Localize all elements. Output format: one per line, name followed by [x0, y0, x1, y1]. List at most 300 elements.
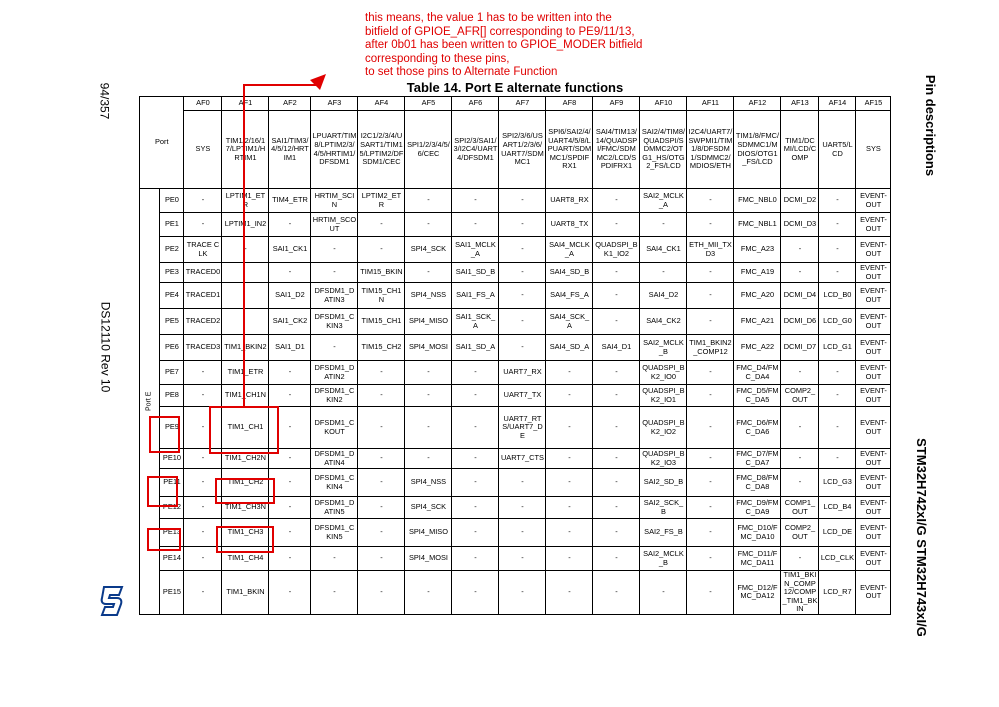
af-cell: TIM15_CH1	[358, 309, 405, 335]
af-cell: TIM15_CH2	[358, 335, 405, 361]
af-cell: -	[405, 189, 452, 213]
af-cell: EVENT-OUT	[856, 335, 891, 361]
annotation-line: bitfield of GPIOE_AFR[] corresponding to PE9/11/13,	[365, 25, 635, 38]
af-cell: TIM1_CH2	[222, 469, 269, 497]
af-cell: -	[452, 547, 499, 571]
af-cell: SAI4_SD_B	[546, 263, 593, 283]
af-cell: -	[184, 547, 222, 571]
af-cell: SAI4_D1	[593, 335, 640, 361]
af-cell: TIM1_CH1	[222, 407, 269, 449]
af-cell: -	[269, 385, 311, 407]
af-cell: -	[358, 469, 405, 497]
part-title: STM32H742xI/G STM32H743xI/G	[913, 438, 929, 637]
af-cell: EVENT-OUT	[856, 497, 891, 519]
af-cell: TRACED1	[184, 283, 222, 309]
af-cell: SAI2_MCLK_B	[640, 547, 687, 571]
af-cell: COMP2_OUT	[781, 519, 819, 547]
af-cell: TIM1_BKIN2	[222, 335, 269, 361]
af-cell: -	[687, 309, 734, 335]
af-cell: -	[546, 571, 593, 615]
doc-revision: DS12110 Rev 10	[98, 301, 113, 393]
af-cell: COMP2_OUT	[781, 385, 819, 407]
af-cell: -	[687, 213, 734, 237]
af-cell: UART7_RX	[499, 361, 546, 385]
af-cell: -	[593, 571, 640, 615]
af-cell: SAI1_D2	[269, 283, 311, 309]
af-cell: FMC_A20	[734, 283, 781, 309]
pin-cell: PE1	[160, 213, 184, 237]
af-cell: -	[819, 449, 856, 469]
af-cell: -	[687, 283, 734, 309]
af-cell: DFSDM1_DATIN3	[311, 283, 358, 309]
af-cell: -	[593, 469, 640, 497]
af-cell: UART7_TX	[499, 385, 546, 407]
af-cell: -	[546, 385, 593, 407]
af-cell: UART7_RTS/UART7_DE	[499, 407, 546, 449]
pin-cell: PE4	[160, 283, 184, 309]
af-cell: -	[546, 519, 593, 547]
af-cell: -	[358, 519, 405, 547]
af-cell: TIM1_BKIN	[222, 571, 269, 615]
af-cell: SAI1_FS_A	[452, 283, 499, 309]
port-side-label: Port E	[145, 391, 153, 412]
af-cell: SAI1_CK2	[269, 309, 311, 335]
af-cell: -	[452, 449, 499, 469]
af-cell: -	[546, 547, 593, 571]
af-header-10: AF10	[640, 97, 687, 111]
af-cell: FMC_A21	[734, 309, 781, 335]
af-header-13: AF13	[781, 97, 819, 111]
af-cell: -	[819, 361, 856, 385]
af-cell: LCD_DE	[819, 519, 856, 547]
af-cell: SPI4_NSS	[405, 283, 452, 309]
af-group-7: SPI2/3/6/USART1/2/3/6/UART7/SDMMC1	[499, 111, 546, 189]
af-cell: QUADSPI_BK1_IO2	[593, 237, 640, 263]
af-cell: QUADSPI_BK2_IO2	[640, 407, 687, 449]
af-cell: LCD_G3	[819, 469, 856, 497]
annotation-line: to set those pins to Alternate Function	[365, 66, 558, 79]
af-cell: LCD_B4	[819, 497, 856, 519]
af-group-4: I2C1/2/3/4/USART1/TIM15/LPTIM2/DFSDM1/CEC	[358, 111, 405, 189]
pin-cell: PE6	[160, 335, 184, 361]
af-cell: -	[184, 213, 222, 237]
af-group-3: LPUART/TIM8/LPTIM2/3/4/5/HRTIM1/DFSDM1	[311, 111, 358, 189]
af-cell: -	[358, 497, 405, 519]
port-header: Port	[140, 97, 184, 189]
af-cell: -	[687, 547, 734, 571]
af-cell: LCD_G1	[819, 335, 856, 361]
af-group-9: SAI4/TIM13/14/QUADSPI/FMC/SDMMC2/LCD/SPDIFRX1	[593, 111, 640, 189]
pin-cell: PE7	[160, 361, 184, 385]
af-cell: FMC_A22	[734, 335, 781, 361]
af-header-11: AF11	[687, 97, 734, 111]
af-cell: -	[358, 385, 405, 407]
af-cell: -	[640, 571, 687, 615]
af-cell: SAI2_SCK_B	[640, 497, 687, 519]
af-cell: SAI2_FS_B	[640, 519, 687, 547]
af-cell: -	[640, 263, 687, 283]
af-cell: -	[184, 189, 222, 213]
af-cell: SAI4_CK2	[640, 309, 687, 335]
af-cell: -	[269, 469, 311, 497]
af-cell: DCMI_D6	[781, 309, 819, 335]
table-title: Table 14. Port E alternate functions	[406, 80, 624, 95]
af-cell: DCMI_D7	[781, 335, 819, 361]
af-cell: FMC_A23	[734, 237, 781, 263]
af-cell: LCD_G0	[819, 309, 856, 335]
af-cell: ETH_MII_TXD3	[687, 237, 734, 263]
af-cell: EVENT-OUT	[856, 189, 891, 213]
af-cell: -	[184, 571, 222, 615]
af-cell: QUADSPI_BK2_IO3	[640, 449, 687, 469]
af-cell: UART8_RX	[546, 189, 593, 213]
af-cell: -	[640, 213, 687, 237]
af-cell: -	[687, 449, 734, 469]
af-cell: TIM1_ETR	[222, 361, 269, 385]
af-cell: -	[593, 385, 640, 407]
af-cell: -	[311, 263, 358, 283]
af-cell: -	[546, 469, 593, 497]
af-cell: DCMI_D2	[781, 189, 819, 213]
af-header-7: AF7	[499, 97, 546, 111]
af-cell: SAI1_CK1	[269, 237, 311, 263]
af-cell: -	[593, 263, 640, 283]
af-cell: -	[184, 469, 222, 497]
af-cell: COMP1_OUT	[781, 497, 819, 519]
pin-cell: PE5	[160, 309, 184, 335]
pin-cell: PE12	[160, 497, 184, 519]
af-cell: -	[184, 497, 222, 519]
af-header-6: AF6	[452, 97, 499, 111]
af-group-8: SPI6/SAI2/4/UART4/5/8/LPUART/SDMMC1/SPDIFRX1	[546, 111, 593, 189]
af-cell: DFSDM1_CKIN3	[311, 309, 358, 335]
af-cell: DCMI_D3	[781, 213, 819, 237]
af-cell: TRACED2	[184, 309, 222, 335]
af-cell: LPTIM1_ETR	[222, 189, 269, 213]
af-cell: TIM15_BKIN	[358, 263, 405, 283]
af-cell: -	[452, 469, 499, 497]
af-cell: -	[593, 213, 640, 237]
af-cell: -	[269, 547, 311, 571]
af-cell: SAI4_SD_A	[546, 335, 593, 361]
af-cell: -	[452, 385, 499, 407]
af-group-6: SPI2/3/SAI1/3/I2C4/UART4/DFSDM1	[452, 111, 499, 189]
af-cell: -	[358, 547, 405, 571]
af-cell: DFSDM1_DATIN4	[311, 449, 358, 469]
af-cell: -	[405, 385, 452, 407]
af-header-3: AF3	[311, 97, 358, 111]
af-cell: -	[184, 361, 222, 385]
af-group-2: SAI1/TIM3/4/5/12/HRTIM1	[269, 111, 311, 189]
af-cell: -	[593, 361, 640, 385]
af-cell: EVENT-OUT	[856, 469, 891, 497]
af-cell: -	[184, 449, 222, 469]
af-cell: TIM1_CH3N	[222, 497, 269, 519]
af-cell: -	[819, 237, 856, 263]
af-cell: -	[269, 497, 311, 519]
annotation-line: after 0b01 has been written to GPIOE_MODER bitfield	[365, 39, 643, 52]
af-cell: -	[687, 571, 734, 615]
af-cell: -	[593, 309, 640, 335]
af-cell: -	[546, 449, 593, 469]
af-cell: -	[499, 571, 546, 615]
pin-cell: PE10	[160, 449, 184, 469]
af-cell: SPI4_SCK	[405, 497, 452, 519]
af-group-11: I2C4/UART7/SWPMI1/TIM1/8/DFSDM1/SDMMC2/MDIOS/ETH	[687, 111, 734, 189]
af-cell: SAI4_MCLK_A	[546, 237, 593, 263]
af-cell: SAI2_MCLK_B	[640, 335, 687, 361]
af-cell: -	[269, 449, 311, 469]
af-header-12: AF12	[734, 97, 781, 111]
af-cell: LCD_R7	[819, 571, 856, 615]
af-cell: FMC_NBL1	[734, 213, 781, 237]
af-cell: DFSDM1_DATIN2	[311, 361, 358, 385]
af-cell: FMC_D9/FMC_DA9	[734, 497, 781, 519]
af-cell: -	[405, 407, 452, 449]
af-cell: -	[452, 519, 499, 547]
af-cell: FMC_A19	[734, 263, 781, 283]
af-cell: -	[546, 361, 593, 385]
af-cell: -	[452, 497, 499, 519]
af-cell: EVENT-OUT	[856, 519, 891, 547]
af-cell: -	[269, 263, 311, 283]
af-header-8: AF8	[546, 97, 593, 111]
af-cell: -	[405, 263, 452, 283]
af-cell: -	[687, 263, 734, 283]
af-group-14: UART5/LCD	[819, 111, 856, 189]
af-cell: DFSDM1_CKIN5	[311, 519, 358, 547]
af-cell: SAI4_D2	[640, 283, 687, 309]
af-cell: DFSDM1_CKIN2	[311, 385, 358, 407]
af-cell: -	[593, 449, 640, 469]
af-cell: EVENT-OUT	[856, 213, 891, 237]
af-cell: -	[499, 335, 546, 361]
af-cell: TIM1_CH4	[222, 547, 269, 571]
af-cell: -	[687, 407, 734, 449]
af-cell: FMC_NBL0	[734, 189, 781, 213]
pin-cell: PE2	[160, 237, 184, 263]
af-cell: SAI4_FS_A	[546, 283, 593, 309]
af-cell: EVENT-OUT	[856, 407, 891, 449]
af-cell: -	[358, 361, 405, 385]
af-header-15: AF15	[856, 97, 891, 111]
af-cell: EVENT-OUT	[856, 263, 891, 283]
af-cell: -	[819, 407, 856, 449]
af-group-5: SPI1/2/3/4/5/6/CEC	[405, 111, 452, 189]
af-group-13: TIM1/DCMI/LCD/COMP	[781, 111, 819, 189]
af-cell: TIM1_BKIN2_COMP12	[687, 335, 734, 361]
annotation-line: this means, the value 1 has to be written into the	[365, 12, 612, 24]
af-cell: -	[781, 449, 819, 469]
af-cell: -	[819, 263, 856, 283]
af-cell: -	[819, 213, 856, 237]
af-cell: -	[269, 361, 311, 385]
af-cell: UART7_CTS	[499, 449, 546, 469]
af-cell: SAI1_D1	[269, 335, 311, 361]
af-cell: -	[593, 547, 640, 571]
af-cell: LCD_CLK	[819, 547, 856, 571]
af-cell: FMC_D12/FMC_DA12	[734, 571, 781, 615]
af-cell: -	[269, 407, 311, 449]
af-cell: -	[819, 189, 856, 213]
af-cell: EVENT-OUT	[856, 547, 891, 571]
af-cell: TIM1_BKIN_COMP12/COMP_TIM1_BKIN	[782, 570, 818, 614]
af-cell: FMC_D11/FMC_DA11	[734, 547, 781, 571]
af-cell: -	[269, 571, 311, 615]
af-header-14: AF14	[819, 97, 856, 111]
af-cell: -	[687, 385, 734, 407]
af-cell: -	[593, 497, 640, 519]
af-cell: -	[499, 547, 546, 571]
af-cell: FMC_D10/FMC_DA10	[734, 519, 781, 547]
af-cell: -	[222, 237, 269, 263]
af-cell: -	[499, 497, 546, 519]
af-cell: SAI4_CK1	[640, 237, 687, 263]
af-cell: -	[405, 361, 452, 385]
af-cell: SPI4_SCK	[405, 237, 452, 263]
af-cell: DFSDM1_DATIN5	[311, 497, 358, 519]
af-cell: EVENT-OUT	[856, 449, 891, 469]
af-cell: TIM4_ETR	[269, 189, 311, 213]
af-cell: -	[593, 407, 640, 449]
af-header-4: AF4	[358, 97, 405, 111]
af-cell: EVENT-OUT	[856, 361, 891, 385]
af-cell: EVENT-OUT	[856, 385, 891, 407]
af-cell: SAI2_MCLK_A	[640, 189, 687, 213]
af-cell: TIM1_CH3	[222, 519, 269, 547]
af-cell: FMC_D8/FMC_DA8	[734, 469, 781, 497]
af-cell: SAI1_SCK_A	[452, 309, 499, 335]
af-cell: TRACED0	[184, 263, 222, 283]
af-cell: -	[184, 407, 222, 449]
st-logo-icon	[100, 585, 126, 617]
af-cell: -	[405, 571, 452, 615]
af-cell: -	[311, 571, 358, 615]
af-cell: SAI4_SCK_A	[546, 309, 593, 335]
af-cell: TIM1_CH1N	[222, 385, 269, 407]
af-cell: EVENT-OUT	[856, 283, 891, 309]
af-cell: -	[358, 213, 405, 237]
af-cell: -	[184, 385, 222, 407]
af-cell: HRTIM_SCIN	[311, 189, 358, 213]
af-cell: -	[781, 547, 819, 571]
af-cell: SPI4_NSS	[405, 469, 452, 497]
af-cell: EVENT-OUT	[856, 237, 891, 263]
af-cell: SPI4_MISO	[405, 309, 452, 335]
af-group-10: SAI2/4/TIM8/QUADSPI/SDMMC2/OTG1_HS/OTG2_FS/LCD	[640, 111, 687, 189]
af-cell: FMC_D5/FMC_DA5	[734, 385, 781, 407]
af-header-5: AF5	[405, 97, 452, 111]
af-cell: FMC_D4/FMC_DA4	[734, 361, 781, 385]
af-cell: SPI4_MOSI	[405, 335, 452, 361]
af-cell: TIM1_CH2N	[222, 449, 269, 469]
af-cell: SAI1_SD_A	[452, 335, 499, 361]
section-title: Pin descriptions	[923, 74, 939, 177]
af-group-12: TIM1/8/FMC/SDMMC1/MDIOS/OTG1_FS/LCD	[734, 111, 781, 189]
af-cell: -	[452, 213, 499, 237]
af-cell: -	[358, 237, 405, 263]
af-cell: -	[499, 283, 546, 309]
af-cell: -	[358, 407, 405, 449]
af-cell: DFSDM1_CKOUT	[311, 407, 358, 449]
af-cell: -	[687, 497, 734, 519]
af-cell: -	[781, 407, 819, 449]
af-header-1: AF1	[222, 97, 269, 111]
af-cell: -	[781, 361, 819, 385]
af-cell: -	[546, 407, 593, 449]
af-cell: TRACED3	[184, 335, 222, 361]
af-cell: EVENT-OUT	[856, 309, 891, 335]
af-cell: -	[499, 213, 546, 237]
pin-cell: PE15	[160, 571, 184, 615]
af-cell: DFSDM1_CKIN4	[311, 469, 358, 497]
af-cell: -	[184, 519, 222, 547]
af-cell: SPI4_MOSI	[405, 547, 452, 571]
af-cell: -	[405, 449, 452, 469]
af-cell: FMC_D7/FMC_DA7	[734, 449, 781, 469]
af-cell: -	[819, 385, 856, 407]
af-cell: -	[499, 263, 546, 283]
af-cell: -	[358, 449, 405, 469]
af-cell: EVENT-OUT	[856, 571, 891, 615]
af-cell: -	[269, 519, 311, 547]
af-cell: -	[311, 547, 358, 571]
pin-cell: PE0	[160, 189, 184, 213]
af-cell: HRTIM_SCOUT	[311, 213, 358, 237]
af-header-9: AF9	[593, 97, 640, 111]
af-cell: -	[358, 571, 405, 615]
af-cell: -	[452, 189, 499, 213]
af-cell: -	[452, 361, 499, 385]
af-cell: -	[546, 497, 593, 519]
af-cell: -	[687, 189, 734, 213]
af-cell: TRACE CLK	[184, 237, 222, 263]
af-cell: -	[593, 519, 640, 547]
af-cell: FMC_D6/FMC_DA6	[734, 407, 781, 449]
af-cell: -	[781, 263, 819, 283]
af-group-0: SYS	[184, 111, 222, 189]
pin-cell: PE3	[160, 263, 184, 283]
af-cell: -	[687, 361, 734, 385]
af-group-1: TIM1/2/16/17/LPTIM1/HRTIM1	[222, 111, 269, 189]
af-cell: -	[781, 237, 819, 263]
af-cell: SAI1_MCLK_A	[452, 237, 499, 263]
pin-cell: PE13	[160, 519, 184, 547]
af-cell: TIM15_CH1N	[358, 283, 405, 309]
af-cell: UART8_TX	[546, 213, 593, 237]
af-cell: -	[311, 335, 358, 361]
af-cell: -	[499, 469, 546, 497]
af-cell: -	[593, 283, 640, 309]
af-group-15: SYS	[856, 111, 891, 189]
af-cell: -	[781, 469, 819, 497]
af-cell: SPI4_MISO	[405, 519, 452, 547]
pin-cell: PE8	[160, 385, 184, 407]
page-number: 94/357	[97, 82, 112, 120]
af-cell: -	[499, 237, 546, 263]
af-cell: DCMI_D4	[781, 283, 819, 309]
af-cell: -	[687, 519, 734, 547]
af-cell: -	[593, 189, 640, 213]
af-cell: -	[687, 469, 734, 497]
af-cell: QUADSPI_BK2_IO1	[640, 385, 687, 407]
af-cell: LPTIM2_ETR	[358, 189, 405, 213]
pin-cell: PE11	[160, 469, 184, 497]
pin-cell: PE14	[160, 547, 184, 571]
af-cell: -	[452, 407, 499, 449]
af-cell: -	[269, 213, 311, 237]
af-cell: -	[499, 519, 546, 547]
